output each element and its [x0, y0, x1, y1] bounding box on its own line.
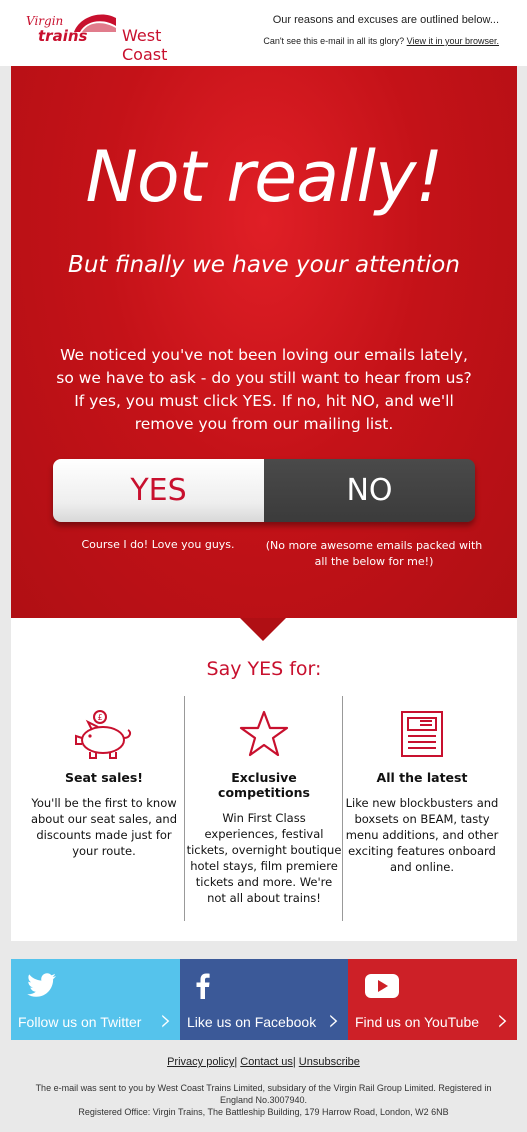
hero-section [11, 66, 517, 618]
logo-west-coast-text: West Coast [122, 26, 168, 64]
unsubscribe-link[interactable]: Unsubscribe [298, 1056, 360, 1068]
feature-title: Seat sales! [64, 770, 144, 785]
yes-caption: Course I do! Love you guys. [81, 538, 235, 551]
legal-line-2: Registered Office: Virgin Trains, The Battleship Building, 179 Harrow Road, London, W2 6NB [78, 1107, 449, 1117]
twitter-icon [27, 973, 57, 999]
feature-title: Exclusive competitions [218, 770, 310, 800]
yes-no-toggle [53, 459, 475, 522]
social-label: Like us on Facebook [187, 1014, 317, 1030]
feature-text: Like new blockbusters and boxsets on BEAM, tasty menu additions, and other exciting features onboard and online. [345, 796, 499, 874]
link-separator: | [234, 1056, 238, 1068]
hero-pointer-arrow [240, 618, 286, 641]
header-info [263, 14, 499, 46]
feature-text: Win First Class experiences, festival tickets, overnight boutique hotel stays, film premiere tickets and more. We're not all about trains! [186, 811, 342, 905]
feature-seat-sales [25, 698, 183, 859]
feature-competitions [185, 698, 343, 906]
view-prefix: Can't see this e-mail in all its glory? [263, 36, 405, 46]
reasons-text: Our reasons and excuses are outlined below... [272, 14, 499, 26]
chevron-right-icon: › [497, 1003, 509, 1038]
features-heading: Say YES for: [206, 658, 322, 680]
contact-us-link[interactable]: Contact us [240, 1056, 293, 1068]
facebook-icon [196, 973, 210, 999]
link-separator: | [292, 1056, 296, 1068]
feature-text: You'll be the first to know about our seat sales, and discounts made just for your route. [30, 796, 178, 858]
logo-trains-text: trains [38, 27, 88, 45]
hero-body-text: We noticed you've not been loving our emails lately, so we have to ask - do you still want to hear from us? If yes, you must click YES. If no, hit NO, and we'll remove you from our mailing list. [56, 346, 472, 433]
newspaper-icon [399, 708, 445, 760]
twitter-follow-button[interactable] [11, 959, 180, 1040]
legal-line-1: The e-mail was sent to you by West Coast Trains Limited, subsidary of the Virgin Rail Group Limited. Registered in England No.3007940. [35, 1083, 492, 1105]
star-icon [238, 708, 290, 760]
feature-title: All the latest [376, 770, 468, 785]
facebook-like-button[interactable] [180, 959, 348, 1040]
hero-subtitle: But finally we have your attention [68, 252, 460, 278]
view-in-browser-line [263, 36, 499, 46]
no-button[interactable]: NO [264, 459, 475, 522]
legal-text [20, 1082, 507, 1118]
social-label: Find us on YouTube [355, 1014, 480, 1030]
features-section [11, 618, 517, 941]
privacy-policy-link[interactable]: Privacy policy [167, 1056, 235, 1068]
view-in-browser-link[interactable]: View it in your browser. [406, 36, 499, 46]
feature-latest [343, 698, 501, 875]
logo-virgin-text: Virgin [26, 14, 64, 28]
piggy-bank-icon [72, 708, 136, 760]
hero-title: Not really! [85, 136, 443, 218]
svg-text:£: £ [97, 713, 103, 722]
youtube-subscribe-button[interactable] [348, 959, 517, 1040]
footer-links [0, 1056, 527, 1068]
youtube-icon [364, 973, 400, 999]
email-header [0, 0, 527, 66]
no-caption: (No more awesome emails packed with all the below for me!) [265, 539, 483, 568]
yes-button[interactable]: YES [53, 459, 264, 522]
virgin-trains-logo[interactable] [26, 12, 206, 64]
chevron-right-icon: › [160, 1003, 172, 1038]
chevron-right-icon: › [328, 1003, 340, 1038]
social-label: Follow us on Twitter [18, 1014, 142, 1030]
